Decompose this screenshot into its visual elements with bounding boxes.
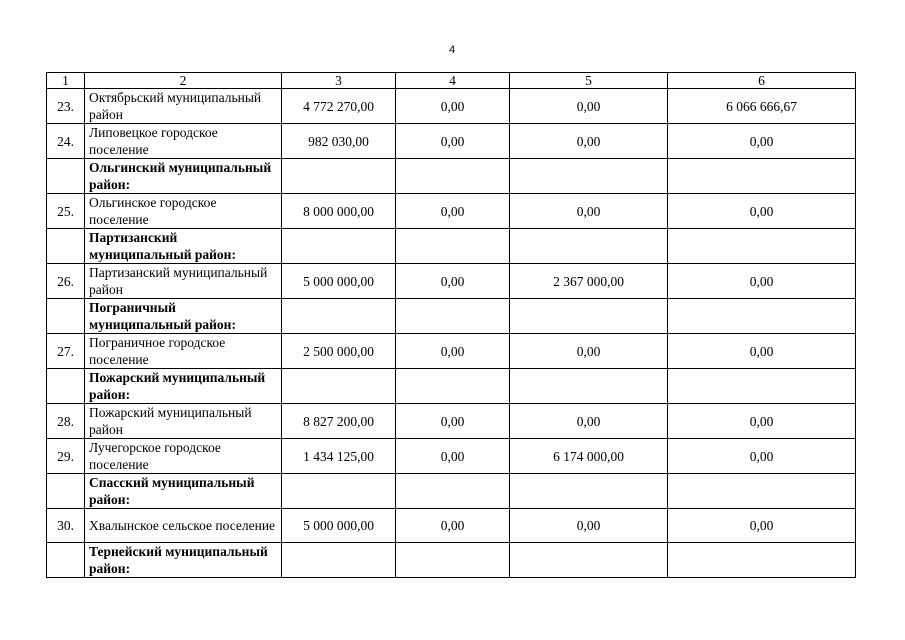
row-number-cell: 24.: [47, 124, 85, 159]
section-header-row: [47, 159, 856, 194]
column-6-cell: 0,00: [668, 124, 856, 159]
name-cell: Ольгинское городское поселение: [85, 194, 282, 229]
column-6-cell: [668, 369, 856, 404]
section-name-cell: Партизанский муниципальный район:: [85, 229, 282, 264]
row-number-cell: [47, 543, 85, 578]
row-number-cell: 30.: [47, 509, 85, 543]
row-number-cell: 29.: [47, 439, 85, 474]
name-cell: Октябрьский муниципальный район: [85, 89, 282, 124]
row-number-cell: 27.: [47, 334, 85, 369]
column-3-cell: [282, 299, 396, 334]
row-number-cell: 25.: [47, 194, 85, 229]
section-name-cell: Пограничный муниципальный район:: [85, 299, 282, 334]
row-number-cell: [47, 299, 85, 334]
name-cell: Пограничное городское поселение: [85, 334, 282, 369]
column-4-cell: 0,00: [396, 334, 510, 369]
column-3-cell: 5 000 000,00: [282, 509, 396, 543]
column-4-cell: [396, 299, 510, 334]
section-name-cell: Ольгинский муниципальный район:: [85, 159, 282, 194]
name-cell: Пожарский муниципальный район: [85, 404, 282, 439]
column-5-cell: [510, 229, 668, 264]
column-4-cell: [396, 543, 510, 578]
column-6-cell: [668, 229, 856, 264]
column-6-cell: [668, 299, 856, 334]
column-6-cell: [668, 543, 856, 578]
header-cell: 5: [510, 73, 668, 89]
column-4-cell: 0,00: [396, 124, 510, 159]
table-row: [47, 264, 856, 299]
table-row: [47, 334, 856, 369]
column-4-cell: 0,00: [396, 509, 510, 543]
column-6-cell: [668, 474, 856, 509]
column-3-cell: [282, 229, 396, 264]
column-4-cell: [396, 474, 510, 509]
column-6-cell: [668, 159, 856, 194]
column-6-cell: 0,00: [668, 264, 856, 299]
section-name-cell: Пожарский муниципальный район:: [85, 369, 282, 404]
column-5-cell: 0,00: [510, 334, 668, 369]
row-number-cell: 23.: [47, 89, 85, 124]
section-header-row: [47, 229, 856, 264]
column-5-cell: 6 174 000,00: [510, 439, 668, 474]
column-6-cell: 0,00: [668, 509, 856, 543]
column-3-cell: [282, 543, 396, 578]
column-4-cell: [396, 369, 510, 404]
header-cell: 2: [85, 73, 282, 89]
table-row: [47, 124, 856, 159]
row-number-cell: [47, 229, 85, 264]
column-5-cell: [510, 299, 668, 334]
name-cell: Партизанский муниципальный район: [85, 264, 282, 299]
row-number-cell: [47, 474, 85, 509]
column-3-cell: [282, 159, 396, 194]
column-5-cell: 0,00: [510, 194, 668, 229]
column-4-cell: 0,00: [396, 89, 510, 124]
name-cell: Хвалынское сельское поселение: [85, 509, 282, 543]
header-cell: 1: [47, 73, 85, 89]
column-4-cell: 0,00: [396, 404, 510, 439]
table-row: [47, 439, 856, 474]
column-4-cell: 0,00: [396, 439, 510, 474]
row-number-cell: [47, 369, 85, 404]
column-5-cell: 0,00: [510, 124, 668, 159]
section-header-row: [47, 543, 856, 578]
column-5-cell: [510, 474, 668, 509]
table-row: [47, 89, 856, 124]
section-name-cell: Спасский муниципальный район:: [85, 474, 282, 509]
column-3-cell: 2 500 000,00: [282, 334, 396, 369]
column-5-cell: 0,00: [510, 509, 668, 543]
column-5-cell: [510, 369, 668, 404]
header-cell: 4: [396, 73, 510, 89]
row-number-cell: 28.: [47, 404, 85, 439]
section-header-row: [47, 299, 856, 334]
column-5-cell: [510, 159, 668, 194]
column-4-cell: [396, 159, 510, 194]
column-6-cell: 0,00: [668, 439, 856, 474]
column-3-cell: 982 030,00: [282, 124, 396, 159]
column-5-cell: [510, 543, 668, 578]
column-3-cell: 1 434 125,00: [282, 439, 396, 474]
column-5-cell: 2 367 000,00: [510, 264, 668, 299]
header-cell: 3: [282, 73, 396, 89]
column-4-cell: 0,00: [396, 264, 510, 299]
column-3-cell: 5 000 000,00: [282, 264, 396, 299]
allocation-table: [46, 72, 856, 578]
column-6-cell: 0,00: [668, 334, 856, 369]
section-name-cell: Тернейский муниципальный район:: [85, 543, 282, 578]
column-3-cell: [282, 369, 396, 404]
column-6-cell: 0,00: [668, 194, 856, 229]
column-5-cell: 0,00: [510, 404, 668, 439]
header-cell: 6: [668, 73, 856, 89]
column-6-cell: 0,00: [668, 404, 856, 439]
name-cell: Липовецкое городское поселение: [85, 124, 282, 159]
header-row: [47, 73, 856, 89]
column-3-cell: 8 000 000,00: [282, 194, 396, 229]
column-4-cell: 0,00: [396, 194, 510, 229]
row-number-cell: 26.: [47, 264, 85, 299]
page-number: 4: [448, 44, 456, 56]
table-row: [47, 194, 856, 229]
table-row: [47, 404, 856, 439]
row-number-cell: [47, 159, 85, 194]
column-4-cell: [396, 229, 510, 264]
column-6-cell: 6 066 666,67: [668, 89, 856, 124]
name-cell: Лучегорское городское поселение: [85, 439, 282, 474]
column-3-cell: [282, 474, 396, 509]
table-row: [47, 509, 856, 543]
column-3-cell: 8 827 200,00: [282, 404, 396, 439]
column-5-cell: 0,00: [510, 89, 668, 124]
section-header-row: [47, 474, 856, 509]
column-3-cell: 4 772 270,00: [282, 89, 396, 124]
section-header-row: [47, 369, 856, 404]
